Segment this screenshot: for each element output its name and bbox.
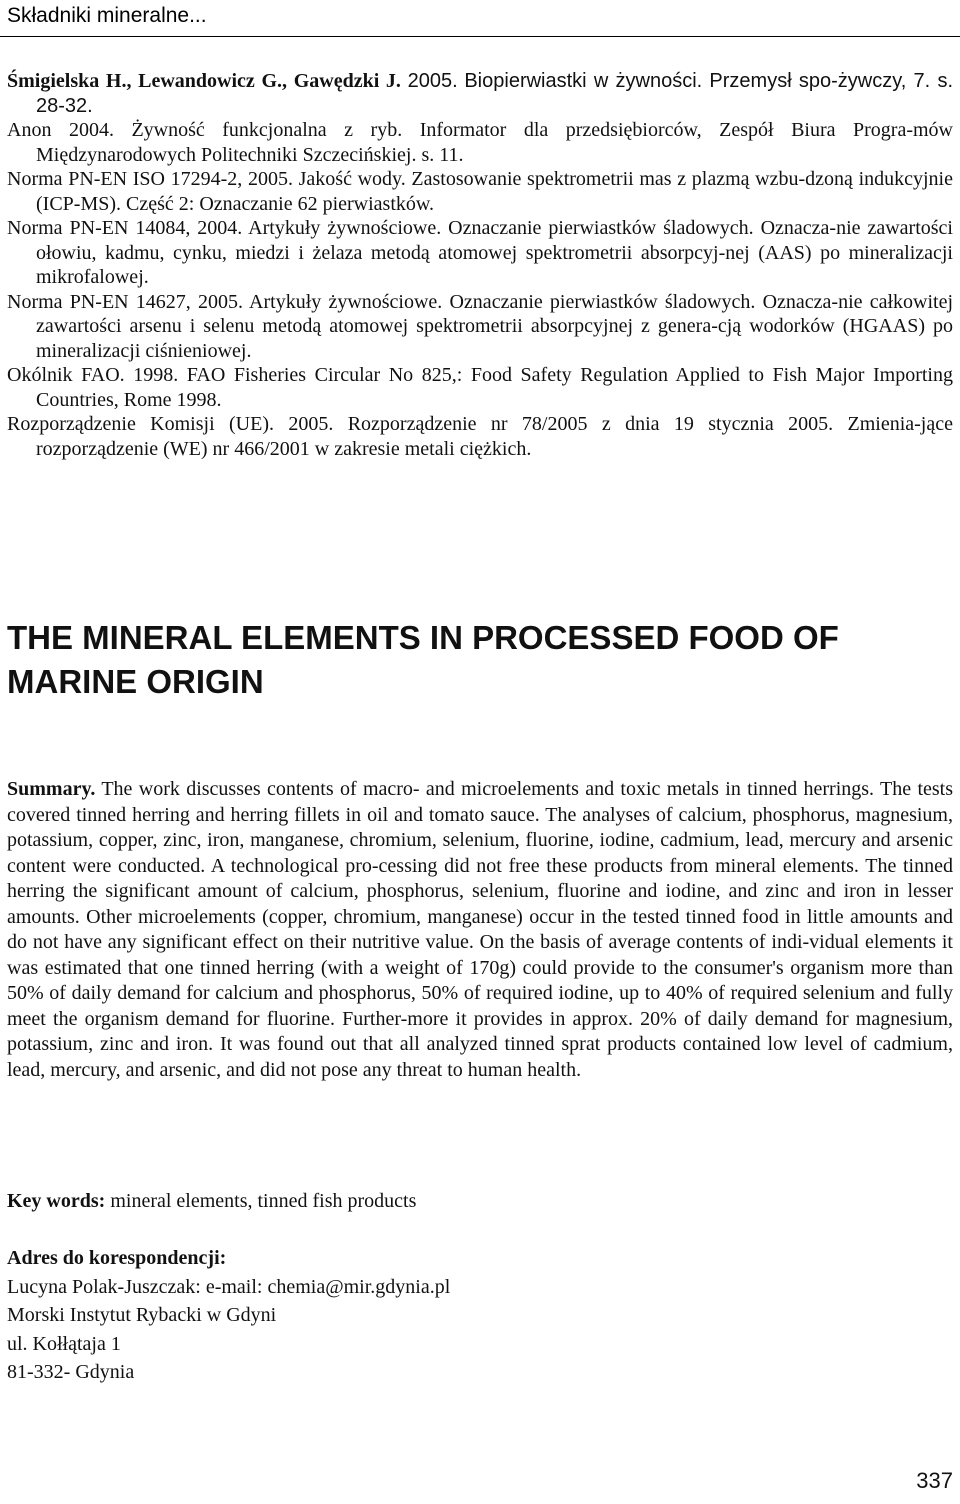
running-header: Składniki mineralne... [7,4,207,27]
reference-item [7,69,953,118]
summary-paragraph [7,777,953,1083]
reference-item: Okólnik FAO. 1998. FAO Fisheries Circular No 825,: Food Safety Regulation Applied to Fish Major Importing Countries, Rome 1998. [7,364,953,411]
correspondence-line: Morski Instytut Rybacki w Gdyni [7,1304,277,1326]
reference-authors: Śmigielska H., Lewandowicz G., Gawędzki J. [7,70,401,92]
reference-item: Norma PN-EN ISO 17294-2, 2005. Jakość wody. Zastosowanie spektrometrii mas z plazmą wzbu-dzoną indukcyjnie (ICP-MS). Część 2: Oznaczanie 62 pierwiastków. [7,168,953,215]
reference-item: Norma PN-EN 14084, 2004. Artykuły żywnościowe. Oznaczanie pierwiastków śladowych. Oznacza-nie zawartości ołowiu, kadmu, cynku, miedzi i żelaza metodą atomowej spektrometrii absorpcyj-nej (AAS) po mineralizacji mikrofalowej. [7,217,953,288]
correspondence-line: 81-332- Gdynia [7,1361,135,1383]
keywords-label: Key words: [7,1190,106,1212]
page-number: 337 [916,1468,953,1493]
correspondence-line: ul. Kołłątaja 1 [7,1332,121,1355]
summary-text: The work discusses contents of macro- and microelements and toxic metals in tinned herrings. The tests covered tinned herring and herring fillets in oil and tomato sauce. The analyses of calcium, phosphorus, magnesium, potassium, copper, zinc, iron, manganese, chromium, selenium, fluorine, iodine, cadmium, lead, mercury and arsenic content were conducted. A technological pro-cessing did not free these products from mineral elements. The tinned herring the significant amount of calcium, phosphorus, selenium, fluorine and iodine, and zinc and iron in lesser amounts. Other microelements (copper, chromium, manganese) occur in the tested tinned food in little amounts and do not have any significant effect on their nutritive value. On the basis of average contents of indi-vidual elements it was estimated that one tinned herring (with a weight of 170g) could provide to the consumer's organism more than 50% of daily demand for calcium and phosphorus, 50% of required iodine, up to 40% of required selenium and fully meet the organism demand for fluorine. Further-more it provides in approx. 20% of daily demand for magnesium, potassium, zinc and iron. It was found out that all analyzed tinned sprat products contained low level of cadmium, lead, mercury, and arsenic, and did not pose any threat to human health. [7,778,953,1081]
summary-label: Summary. [7,778,96,800]
reference-item: Norma PN-EN 14627, 2005. Artykuły żywnościowe. Oznaczanie pierwiastków śladowych. Oznacza-nie całkowitej zawartości arsenu i selenu metodą atomowej spektrometrii absorpcyjnej z genera-cją wodorków (HGAAS) po mineralizacji ciśnieniowej. [7,290,953,362]
keywords [7,1189,953,1215]
header-rule [0,36,960,37]
correspondence-block [7,1244,953,1387]
reference-text: Biopierwiastki w żywności. Przemysł spo-żywczy, 7. s. 28-32. [36,70,953,117]
reference-year: 2005. [407,70,458,92]
english-title: THE MINERAL ELEMENTS IN PROCESSED FOOD OF MARINE ORIGIN [7,619,839,700]
reference-list [7,69,953,461]
keywords-text: mineral elements, tinned fish products [105,1190,417,1212]
correspondence-label: Adres do korespondencji: [7,1247,227,1269]
reference-item: Anon 2004. Żywność funkcjonalna z ryb. Informator dla przedsiębiorców, Zespół Biura Progra-mów Międzynarodowych Politechniki Szczecińskiej. s. 11. [7,119,953,166]
reference-item: Rozporządzenie Komisji (UE). 2005. Rozporządzenie nr 78/2005 z dnia 19 stycznia 2005. Zmienia-jące rozporządzenie (WE) nr 466/2001 w zakresie metali ciężkich. [7,413,953,460]
correspondence-line: Lucyna Polak-Juszczak: e-mail: chemia@mir.gdynia.pl [7,1275,451,1298]
